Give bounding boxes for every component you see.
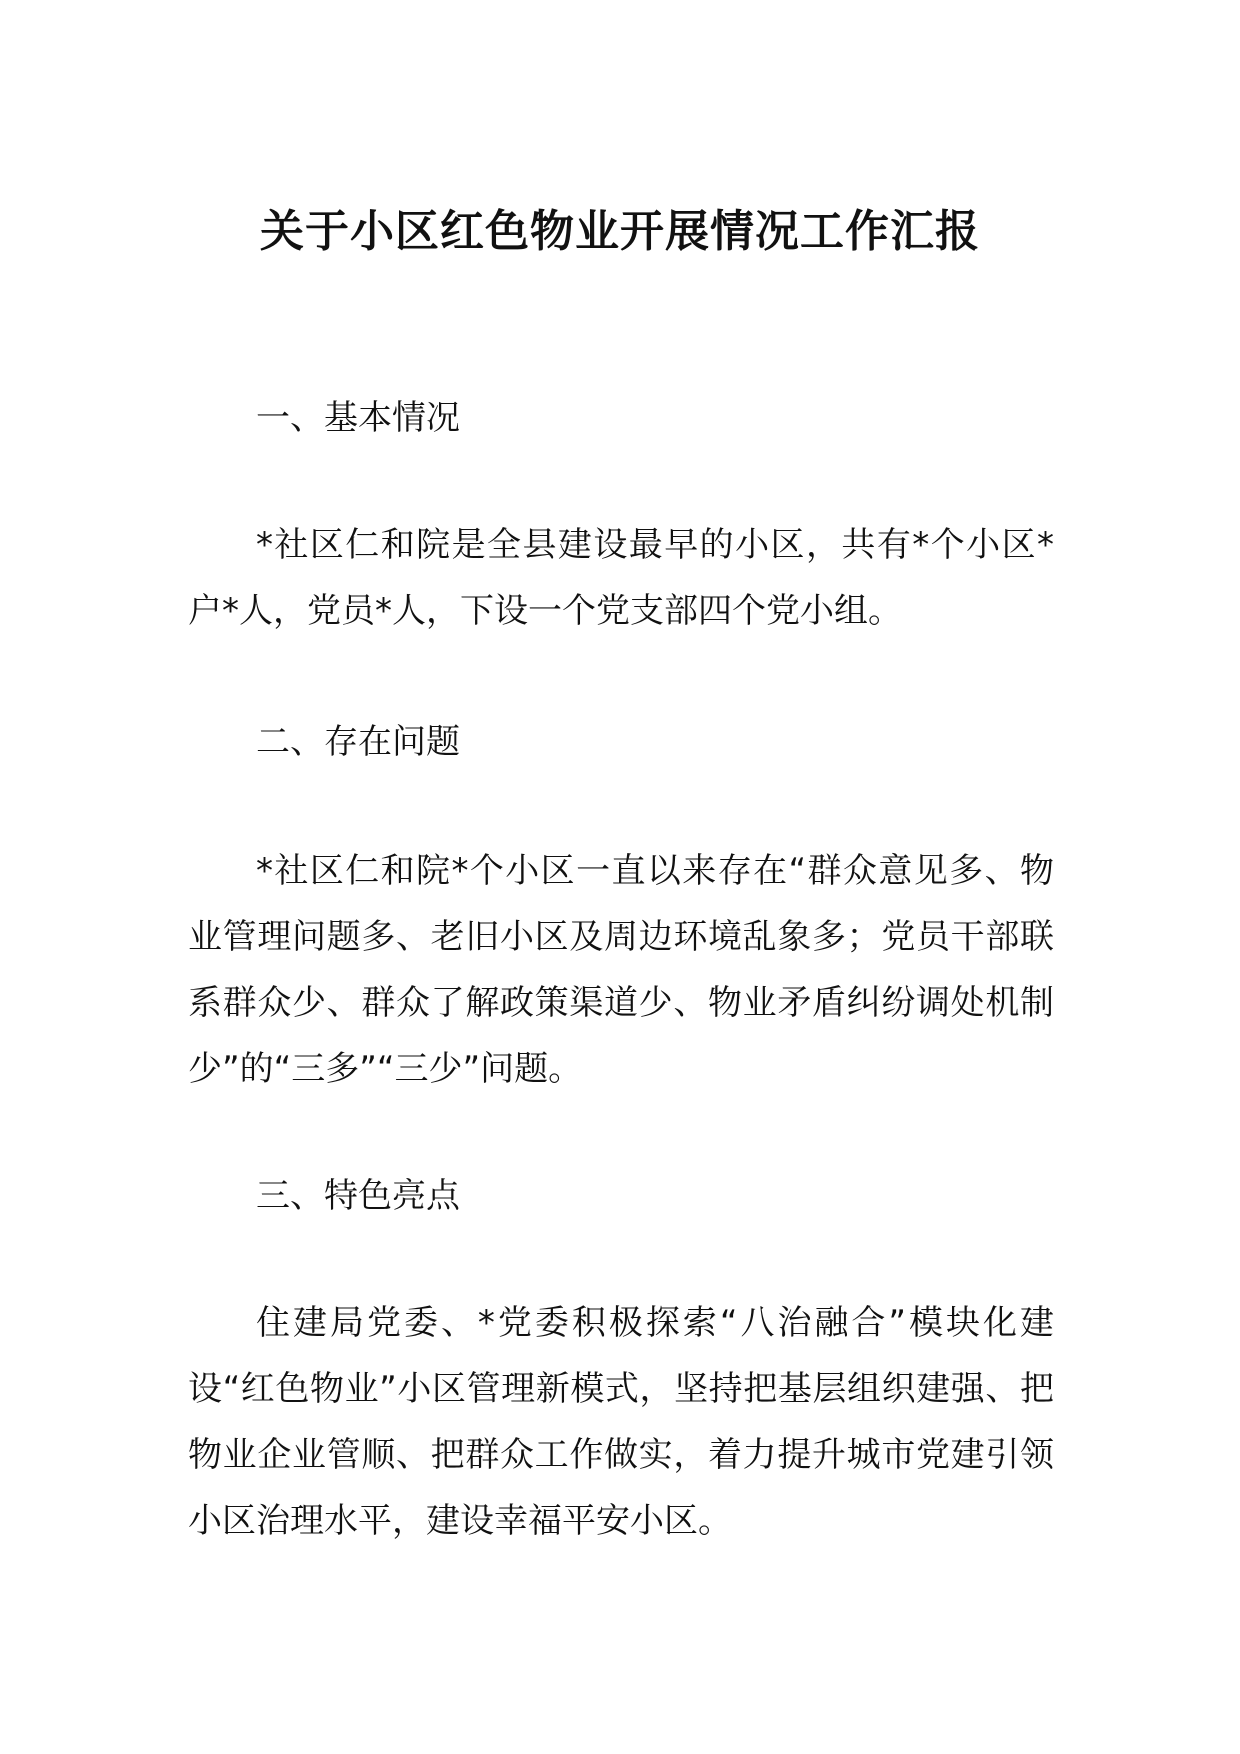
section-heading-highlights: 三、特色亮点 (256, 1176, 460, 1216)
section-heading-problems: 二、存在问题 (256, 722, 460, 762)
section-paragraph-basic-info: *社区仁和院是全县建设最早的小区，共有*个小区*户*人，党员*人，下设一个党支部四个党小组。 (188, 525, 1054, 631)
document-title: 关于小区红色物业开展情况工作汇报 (260, 206, 980, 257)
section-paragraph-problems: *社区仁和院*个小区一直以来存在“群众意见多、物业管理问题多、老旧小区及周边环境乱象多；党员干部联系群众少、群众了解政策渠道少、物业矛盾纠纷调处机制少”的“三多”“三少”问题。 (188, 851, 1054, 1089)
section-heading-basic-info: 一、基本情况 (256, 398, 460, 438)
section-paragraph-highlights: 住建局党委、*党委积极探索“八治融合”模块化建设“红色物业”小区管理新模式，坚持把基层组织建强、把物业企业管顺、把群众工作做实，着力提升城市党建引领小区治理水平，建设幸福平安小区。 (188, 1303, 1054, 1541)
